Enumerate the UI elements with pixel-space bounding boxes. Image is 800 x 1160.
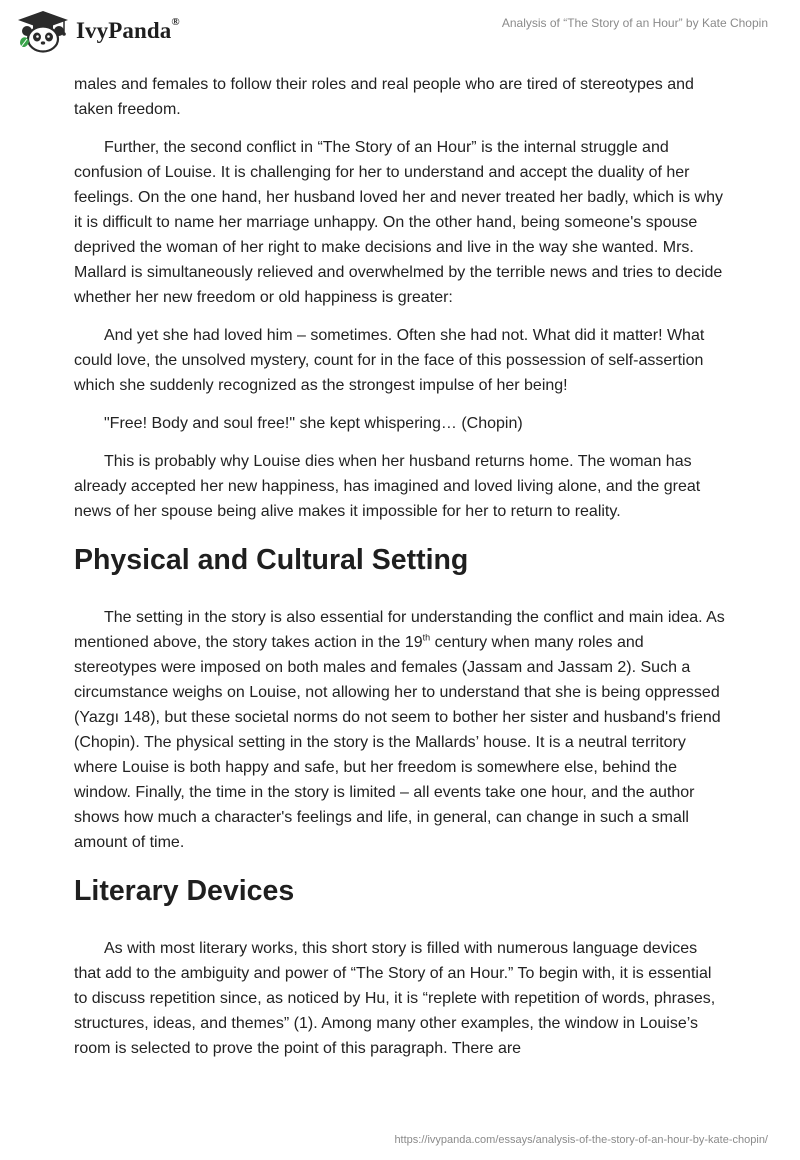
brand-name: [76, 18, 180, 44]
section-heading-devices: Literary Devices: [74, 875, 295, 907]
paragraph-louise-dies: This is probably why Louise dies when her husband returns home. The woman has already accepted her new happiness, has imagined and loved living alone, and the great news of her spouse being alive makes it impossible for her to return to reality.: [74, 453, 701, 520]
registered-mark: ®: [171, 16, 180, 28]
essay-body: [74, 72, 726, 1074]
section-heading-setting: Physical and Cultural Setting: [74, 544, 469, 576]
page-header: [0, 0, 800, 64]
ivypanda-logo[interactable]: [14, 9, 180, 53]
block-quote-short: "Free! Body and soul free!" she kept whispering… (Chopin): [104, 415, 523, 432]
paragraph-setting: [74, 605, 726, 855]
setting-text-part1: The setting in the story is also essential for understanding the conflict and main idea. As mentioned above, the story takes action in the 19: [74, 609, 725, 651]
source-url[interactable]: https://ivypanda.com/essays/analysis-of-the-story-of-an-hour-by-kate-chopin/: [394, 1134, 768, 1146]
paragraph-internal-conflict: Further, the second conflict in “The Story of an Hour” is the internal struggle and confusion of Louise. It is challenging for her to understand and accept the duality of her feelings. On the one hand, her husband loved her and never treated her badly, which is why it is difficult to name her marriage unhappy. On the other hand, being someone's spouse deprived the woman of her right to make decisions and live in the way she wanted. Mrs. Mallard is simultaneously relieved and overwhelmed by the terrible news and tries to decide whether her new freedom or old happiness is greater:: [74, 139, 724, 306]
block-quote: And yet she had loved him – sometimes. Often she had not. What did it matter! What could love, the unsolved mystery, count for in the face of this possession of self-assertion which she suddenly recognized as the strongest impulse of her being!: [74, 327, 705, 394]
panda-graduate-icon: [14, 9, 72, 53]
paragraph-devices: As with most literary works, this short story is filled with numerous language devices that add to the ambiguity and power of “The Story of an Hour.” To begin with, it is essential to discuss repetition since, as noticed by Hu, it is “replete with repetition of words, phrases, structures, ideas, and themes” (1). Among many other examples, the window in Louise’s room is selected to prove the point of this paragraph. There are: [74, 940, 716, 1057]
brand-text: IvyPanda: [76, 18, 172, 43]
document-title: Analysis of “The Story of an Hour” by Kate Chopin: [501, 16, 768, 30]
ordinal-superscript: th: [422, 632, 431, 643]
paragraph-continuation: males and females to follow their roles and real people who are tired of stereotypes and taken freedom.: [74, 76, 694, 118]
setting-text-part2: century when many roles and stereotypes were imposed on both males and females (Jassam and Jassam 2). Such a circumstance weighs on Louise, not allowing her to understand that she is being oppressed (Yazgı 148), but these societal norms do not seem to bother her sister and husband's friend (Chopin). The physical setting in the story is the Mallards’ house. It is a neutral territory where Louise is both happy and safe, but her freedom is somewhere else, behind the window. Finally, the time in the story is limited – all events take one hour, and the author shows how much a character's feelings and life, in general, can change in such a small amount of time.: [74, 634, 721, 851]
